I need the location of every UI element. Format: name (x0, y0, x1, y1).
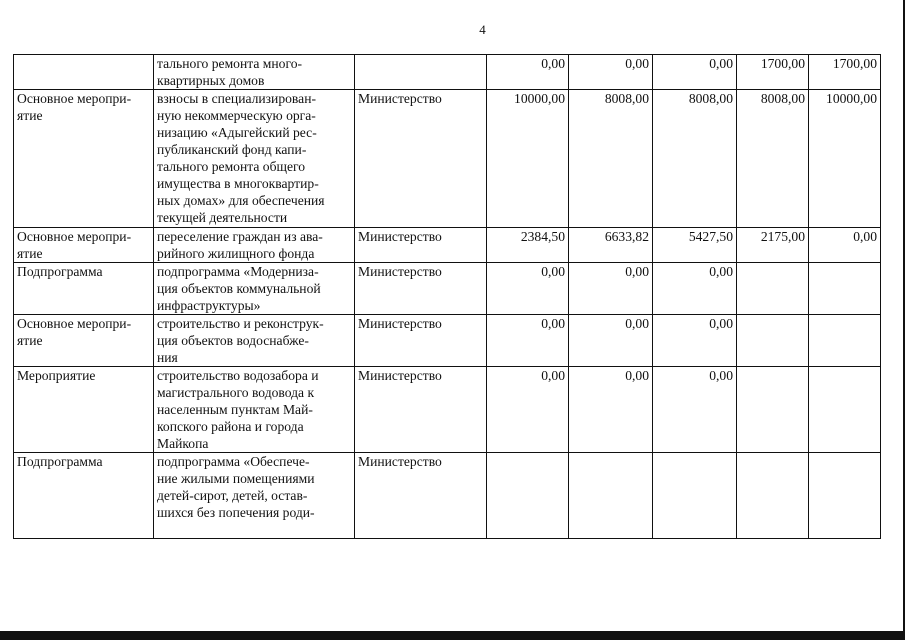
description-line: магистрального водовода к (157, 385, 315, 400)
activity-type-line: Подпрограмма (17, 264, 103, 279)
cell-amount-1: 0,00 (487, 55, 569, 90)
cell-amount-4: 2175,00 (737, 228, 809, 263)
description-line: взносы в специализирован- (157, 91, 316, 106)
cell-amount-4 (737, 315, 809, 367)
activity-type-line: Основное меропри- (17, 316, 132, 331)
cell-activity-type (14, 315, 154, 367)
cell-amount-1: 0,00 (487, 367, 569, 453)
description-line: переселение граждан из ава- (157, 229, 323, 244)
description-line: тального ремонта много- (157, 56, 303, 71)
cell-activity-type (14, 55, 154, 90)
description-line: ция объектов коммунальной (157, 281, 321, 296)
cell-amount-3: 0,00 (653, 263, 737, 315)
description-line: тального ремонта общего (157, 159, 306, 174)
cell-executor: Министерство (355, 228, 487, 263)
description-line: ние жилыми помещениями (157, 471, 315, 486)
cell-amount-4 (737, 263, 809, 315)
cell-description (154, 453, 355, 539)
activity-type-line: ятие (17, 108, 43, 123)
description-line: текущей деятельности (157, 210, 288, 225)
description-line: ция объектов водоснабже- (157, 333, 309, 348)
description-line: низацию «Адыгейский рес- (157, 125, 317, 140)
cell-amount-5 (809, 453, 881, 539)
description-line: публиканский фонд капи- (157, 142, 307, 157)
table-row (14, 453, 881, 539)
table-row (14, 263, 881, 315)
activity-type-line: Основное меропри- (17, 91, 132, 106)
activity-type-line: Подпрограмма (17, 454, 103, 469)
description-line: населенным пунктам Май- (157, 402, 313, 417)
cell-executor: Министерство (355, 315, 487, 367)
description-line: инфраструктуры» (157, 298, 261, 313)
cell-description (154, 55, 355, 90)
cell-amount-3: 8008,00 (653, 90, 737, 228)
cell-amount-2: 0,00 (569, 263, 653, 315)
cell-executor: Министерство (355, 453, 487, 539)
description-line: ную некоммерческую орга- (157, 108, 316, 123)
description-line: Майкопа (157, 436, 209, 451)
activity-type-line: Основное меропри- (17, 229, 132, 244)
cell-amount-5: 0,00 (809, 228, 881, 263)
cell-amount-3: 0,00 (653, 367, 737, 453)
description-line: рийного жилищного фонда (157, 246, 315, 261)
cell-executor: Министерство (355, 90, 487, 228)
cell-amount-3: 5427,50 (653, 228, 737, 263)
cell-amount-1: 0,00 (487, 315, 569, 367)
cell-amount-2: 6633,82 (569, 228, 653, 263)
description-line: детей-сирот, детей, остав- (157, 488, 308, 503)
description-line: строительство водозабора и (157, 368, 319, 383)
table-row (14, 55, 881, 90)
cell-amount-2 (569, 453, 653, 539)
cell-amount-1: 0,00 (487, 263, 569, 315)
cell-executor (355, 55, 487, 90)
cell-activity-type (14, 367, 154, 453)
cell-amount-4 (737, 453, 809, 539)
cell-description (154, 263, 355, 315)
cell-amount-5 (809, 367, 881, 453)
program-table (13, 54, 881, 539)
cell-amount-5 (809, 315, 881, 367)
cell-amount-2: 0,00 (569, 55, 653, 90)
activity-type-line: Мероприятие (17, 368, 96, 383)
description-line: квартирных домов (157, 73, 265, 88)
cell-amount-2: 0,00 (569, 315, 653, 367)
cell-amount-5: 10000,00 (809, 90, 881, 228)
cell-description (154, 228, 355, 263)
cell-activity-type (14, 263, 154, 315)
cell-description (154, 315, 355, 367)
description-line: имущества в многоквартир- (157, 176, 319, 191)
cell-amount-5 (809, 263, 881, 315)
cell-amount-1 (487, 453, 569, 539)
description-line: строительство и реконструк- (157, 316, 324, 331)
cell-executor: Министерство (355, 263, 487, 315)
cell-amount-3: 0,00 (653, 315, 737, 367)
cell-amount-4 (737, 367, 809, 453)
cell-amount-2: 0,00 (569, 367, 653, 453)
cell-amount-3 (653, 453, 737, 539)
cell-amount-4: 1700,00 (737, 55, 809, 90)
cell-activity-type (14, 90, 154, 228)
description-line: шихся без попечения роди- (157, 505, 315, 520)
cell-amount-1: 2384,50 (487, 228, 569, 263)
scan-border-bottom (0, 631, 905, 640)
description-line: ных домах» для обеспечения (157, 193, 325, 208)
cell-amount-3: 0,00 (653, 55, 737, 90)
cell-activity-type (14, 453, 154, 539)
table-row (14, 367, 881, 453)
cell-amount-4: 8008,00 (737, 90, 809, 228)
description-line: подпрограмма «Обеспече- (157, 454, 310, 469)
description-line: копского района и города (157, 419, 304, 434)
cell-description (154, 90, 355, 228)
cell-description (154, 367, 355, 453)
table-row (14, 90, 881, 228)
cell-amount-1: 10000,00 (487, 90, 569, 228)
description-line: подпрограмма «Модерниза- (157, 264, 319, 279)
activity-type-line: ятие (17, 246, 43, 261)
cell-executor: Министерство (355, 367, 487, 453)
table-row (14, 315, 881, 367)
table-row (14, 228, 881, 263)
cell-amount-2: 8008,00 (569, 90, 653, 228)
cell-amount-5: 1700,00 (809, 55, 881, 90)
description-line: ния (157, 350, 178, 365)
page-number: 4 (479, 22, 486, 37)
cell-activity-type (14, 228, 154, 263)
activity-type-line: ятие (17, 333, 43, 348)
